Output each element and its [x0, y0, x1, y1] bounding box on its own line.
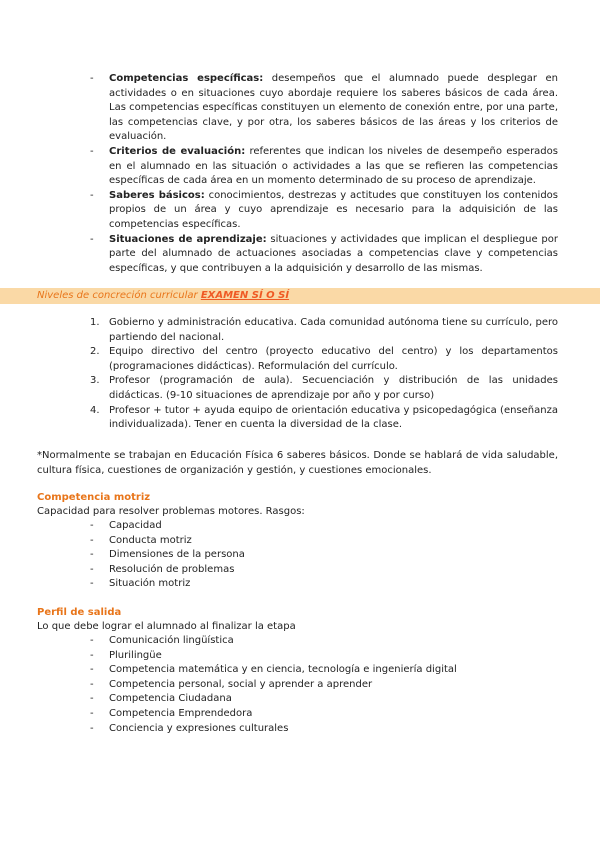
list-item	[90, 707, 457, 722]
level-text: Gobierno y administración educativa. Cada comunidad autónoma tiene su currículo, pero partiendo del nacional.	[109, 317, 558, 343]
list-item-text: Conducta motriz	[109, 534, 192, 546]
list-dash: -	[90, 664, 94, 676]
highlight-label: Niveles de concreción curricular	[37, 290, 201, 301]
definition-text: situaciones y actividades que implican el despliegue por parte del alumnado de actuaciones asociadas a competencias clave y competencias específicas, y que contribuyen a la adquisición y desarrollo de las mismas.	[109, 233, 558, 274]
exam-tag: EXAMEN SÍ O SÍ	[200, 290, 290, 301]
level-item	[90, 374, 558, 403]
list-dash: -	[90, 722, 94, 734]
list-item-text: Situación motriz	[109, 578, 191, 590]
motor-list	[90, 519, 245, 592]
level-number: 4.	[90, 404, 100, 416]
list-dash: -	[90, 563, 94, 575]
definition-text: conocimientos, destrezas y actitudes que constituyen los contenidos propios de un área y cuyo aprendizaje es necesario para la adquisición de las competencias específicas.	[109, 189, 558, 230]
level-number: 3.	[90, 375, 100, 387]
highlight-heading	[37, 289, 289, 303]
list-item-text: Plurilingüe	[109, 649, 162, 661]
definition-text: desempeños que el alumnado puede desplegar en actividades o en situaciones cuyo abordaje requiere los saberes básicos de cada área. Las competencias específicas constituyen un elemento de conexión entre, por una parte, las competencias clave, y por otra, los saberes básicos de las áreas y los criterios de evaluación.	[109, 73, 559, 143]
level-number: 2.	[90, 346, 100, 358]
list-item	[90, 692, 457, 707]
list-dash: -	[90, 693, 94, 705]
definition-term: Competencias específicas:	[109, 73, 264, 84]
level-text: Profesor + tutor + ayuda equipo de orientación educativa y psicopedagógica (enseñanza individualizada). Tener en cuenta la diversidad de la clase.	[109, 404, 558, 431]
definition-term: Saberes básicos:	[109, 189, 205, 201]
motor-title: Competencia motriz	[37, 492, 151, 503]
list-item-text: Competencia Ciudadana	[109, 693, 232, 705]
profile-intro: Lo que debe lograr el alumnado al finalizar la etapa	[37, 621, 296, 632]
list-item	[90, 563, 245, 578]
list-item-text: Competencia personal, social y aprender a aprender	[109, 678, 373, 690]
profile-title: Perfil de salida	[37, 607, 122, 618]
definitions-list	[90, 72, 558, 276]
list-item	[90, 678, 457, 693]
note-paragraph: *Normalmente se trabajan en Educación Física 6 saberes básicos. Donde se hablará de vida saludable, cultura física, cuestiones de organización y gestión, y cuestiones emocionales.	[37, 450, 558, 476]
list-item-text: Conciencia y expresiones culturales	[109, 722, 289, 734]
list-dash: -	[90, 578, 94, 590]
list-dash: -	[90, 233, 94, 245]
list-item-text: Resolución de problemas	[109, 563, 235, 575]
level-text: Profesor (programación de aula). Secuenciación y distribución de las unidades didácticas. (9-10 situaciones de aprendizaje por año y por curso)	[109, 375, 558, 401]
list-item	[90, 663, 457, 678]
list-dash: -	[90, 635, 94, 646]
motor-intro: Capacidad para resolver problemas motores. Rasgos:	[37, 506, 305, 517]
definition-item	[90, 189, 558, 233]
list-dash: -	[90, 534, 94, 546]
level-text: Equipo directivo del centro (proyecto educativo del centro) y los departamentos (programaciones didácticas). Reformulación del currículo.	[109, 346, 558, 372]
list-item-text: Comunicación lingüística	[109, 635, 234, 646]
list-item-text: Competencia matemática y en ciencia, tecnología e ingeniería digital	[109, 664, 457, 676]
level-number: 1.	[90, 317, 100, 328]
list-item-text: Capacidad	[109, 520, 162, 531]
list-item	[90, 548, 245, 563]
list-item-text: Dimensiones de la persona	[109, 549, 245, 561]
definition-text: referentes que indican los niveles de desempeño esperados en el alumnado en las situación o actividades a las que se refieren las competencias específicas de cada área en un momento determinado de su proceso de aprendizaje.	[109, 145, 558, 187]
definition-item	[90, 233, 558, 277]
list-dash: -	[90, 649, 94, 661]
level-item	[90, 404, 558, 433]
list-item-text: Competencia Emprendedora	[109, 707, 253, 719]
list-dash: -	[90, 189, 94, 201]
level-item	[90, 316, 558, 345]
list-dash: -	[90, 520, 94, 531]
list-dash: -	[90, 145, 94, 157]
list-item	[90, 577, 245, 592]
definition-item	[90, 145, 558, 189]
list-dash: -	[90, 549, 94, 561]
definition-term: Situaciones de aprendizaje:	[109, 233, 267, 245]
list-item	[90, 634, 457, 649]
list-item	[90, 519, 245, 534]
list-item	[90, 722, 457, 737]
profile-list	[90, 634, 457, 736]
list-dash: -	[90, 73, 94, 84]
list-dash: -	[90, 678, 94, 690]
definition-term: Criterios de evaluación:	[109, 145, 246, 157]
levels-list	[90, 316, 558, 433]
list-item	[90, 534, 245, 549]
list-item	[90, 649, 457, 664]
definition-item	[90, 72, 558, 145]
level-item	[90, 345, 558, 374]
list-dash: -	[90, 707, 94, 719]
